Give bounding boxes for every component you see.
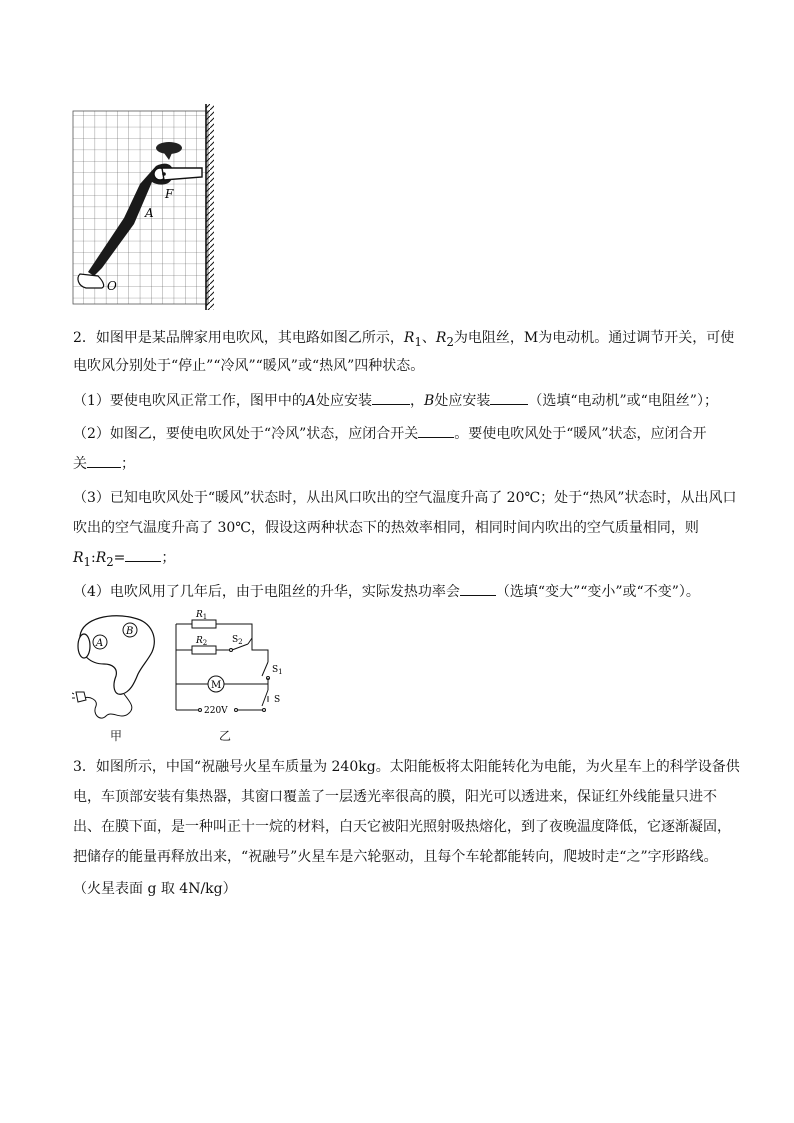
label-O: O: [107, 279, 117, 293]
label-R1: $R_1$: [196, 610, 208, 621]
ratio-eq: =: [113, 550, 126, 566]
ratio-r1: R: [73, 550, 84, 566]
q2-part-2-cont: [73, 450, 135, 478]
ratio-colon: :: [90, 550, 96, 566]
q2-stem-b: 为电阻丝，M为电动机。通过调节开关，可使: [453, 330, 735, 346]
terminal-right: [235, 709, 238, 712]
ratio-end: ；: [161, 550, 176, 566]
plug-icon: [72, 692, 86, 702]
head-shape: [156, 142, 182, 154]
hairdryer-figure: [72, 610, 164, 725]
q3-line-1: [73, 753, 740, 781]
q2-number: 2．: [73, 330, 96, 346]
force-point: [162, 172, 166, 176]
label-A: A: [145, 206, 154, 220]
q2-stem-a: 如图甲是某品牌家用电吹风，其电路如图乙所示，: [95, 330, 404, 346]
caption-yi: 乙: [219, 729, 232, 743]
ratio-r1-sub: 1: [83, 554, 91, 569]
q2-part-3-l1: （3）已知电吹风处于“暖风”状态时，从出风口吹出的空气温度升高了 20℃；处于“热风”状态时，从出风口: [73, 490, 737, 506]
pushup-figure: [72, 104, 222, 314]
circuit-figure: [168, 608, 288, 720]
resistor-R1: [192, 620, 216, 628]
q2-part-1: [73, 387, 718, 415]
switch-S-blade: [262, 690, 268, 706]
q2-part-2: [73, 420, 707, 448]
p1-text-c: ，: [410, 393, 425, 409]
label-F: F: [165, 187, 174, 201]
question-2: [73, 324, 737, 604]
label-S: S: [274, 695, 281, 705]
blank-B[interactable]: [490, 389, 528, 405]
q2-line-2: 电吹风分别处于“停止”“冷风”“暖风”或“热风”四种状态。: [73, 358, 425, 374]
blank-cold[interactable]: [418, 422, 454, 438]
blank-A[interactable]: [372, 389, 410, 405]
q3-number: 3．: [73, 759, 96, 775]
wall-hatch: [206, 104, 214, 310]
p1-B: B: [424, 393, 435, 409]
motor-label: M: [211, 680, 222, 691]
p2-text-b: 。要使电吹风处于“暖风”状态，应闭合开: [454, 426, 707, 442]
p1-text-b: 处应安装: [316, 393, 373, 409]
q2-part-3-l2: 吹出的空气温度升高了 30℃，假设这两种状态下的热效率相同，相同时间内吹出的空气质量相同，则: [73, 520, 699, 536]
q2-r2-sub: 2: [446, 334, 454, 349]
dryer-label-A: A: [96, 638, 104, 649]
q2-part-4: [73, 578, 700, 606]
question-3: [73, 753, 740, 903]
p1-text-a: （1）要使电吹风正常工作，图甲中的: [73, 393, 306, 409]
ratio-r2-sub: 2: [106, 554, 114, 569]
terminal-left: [199, 709, 202, 712]
q3-line-3: 出、在膜下面，是一种叫正十一烷的材料，白天它被阳光照射吸热熔化，到了夜晚温度降低，它逐渐凝固，: [73, 819, 731, 835]
q3-line-5: （火星表面 g 取 4N/kg）: [73, 881, 237, 897]
p4-text-b: （选填“变大”“变小”或“不变”）。: [495, 584, 700, 600]
switch-S-contact: [263, 709, 266, 712]
p4-text-a: （4）电吹风用了几年后，由于电阻丝的升华，实际发热功率会: [73, 584, 460, 600]
p2-text-c: 关: [73, 456, 87, 472]
caption-jia: 甲: [110, 729, 123, 743]
label-voltage: 220V: [204, 706, 228, 716]
resistor-R2: [192, 646, 216, 654]
ratio-r2: R: [95, 550, 107, 566]
dryer-cord: [84, 694, 132, 718]
blank-ratio[interactable]: [125, 546, 161, 562]
p2-text-a: （2）如图乙，要使电吹风处于“冷风”状态，应闭合开关: [73, 426, 419, 442]
p1-A: A: [305, 393, 317, 409]
dryer-label-B: B: [126, 626, 134, 637]
q2-r1-sub: 1: [414, 334, 422, 349]
blank-power[interactable]: [460, 580, 496, 596]
p2-text-d: ；: [121, 456, 135, 472]
label-R2: $R_2$: [196, 636, 208, 647]
q2-r1: R: [403, 330, 415, 346]
q2-sep: 、: [421, 330, 436, 346]
q2-r2: R: [435, 330, 447, 346]
p1-text-e: （选填“电动机”或“电阻丝”）；: [528, 393, 718, 409]
q3-line-1-text: 如图所示，中国“祝融号火星车质量为 240kg。太阳能板将太阳能转化为电能，为火星车上的科学设备供: [95, 759, 740, 775]
dryer-nozzle: [78, 634, 90, 658]
dryer-body: [80, 616, 154, 695]
q3-line-4: 把储存的能量再释放出来，“祝融号”火星车是六轮驱动，且每个车轮都能转向，爬坡时走“之”字形路线。: [73, 849, 718, 865]
switch-S1-blade: [262, 662, 268, 676]
blank-warm[interactable]: [87, 452, 121, 468]
p1-text-d: 处应安装: [434, 393, 491, 409]
label-S2: $S_2$: [232, 635, 243, 646]
q2-part-3-l3: [73, 544, 175, 576]
label-S1: $S_1$: [272, 665, 283, 676]
q3-line-2: 电，车顶部安装有集热器，其窗口覆盖了一层透光率很高的膜，阳光可以透进来，保证红外线能量只进不: [73, 789, 717, 805]
